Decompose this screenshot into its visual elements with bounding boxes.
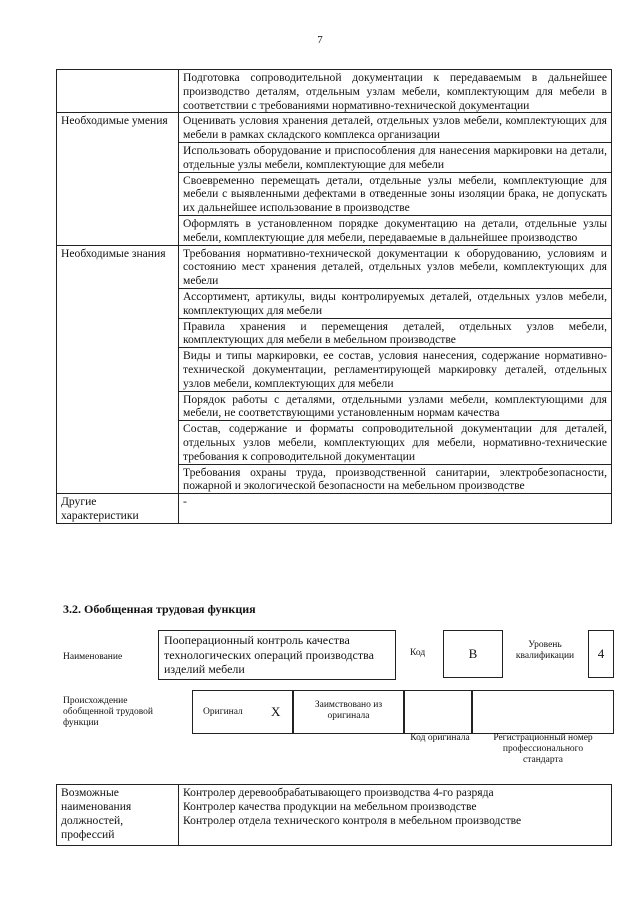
skills-table [56,69,612,524]
umeniya-item: Своевременно перемещать детали, отдельные узлы мебели, комплектующие для мебели с выявленными дефектами в отведенные зоны изоляции брака, не допускать их дальнейшее использование в производстве [179,172,612,215]
reg-number-box [471,690,614,734]
znaniya-item: Ассортимент, артикулы, виды контролируемых деталей, отдельных узлов мебели, комплектующих для мебели [179,288,612,318]
skills-first-row: Подготовка сопроводительной документации к передаваемым в дальнейшее производство деталям, отдельным узлам мебели, комплектующим для мебели в соответствии с требованиями нормативно-технической документации [179,70,612,113]
professions-list [179,785,612,846]
original-cell [192,690,294,734]
professions-label: Возможные наименования должностей, профессий [57,785,179,846]
code-original-label: Код оригинала [410,733,470,743]
profession-item: Контролер качества продукции на мебельном производстве [183,800,477,813]
znaniya-item: Требования нормативно-технической документации к оборудованию, условиям и состоянию мест хранения деталей, отдельных узлов мебели, комплектующих для мебели [179,245,612,288]
level-box [588,630,614,678]
profession-item: Контролер деревообрабатывающего производства 4-го разряда [183,786,494,799]
other-value: - [179,494,612,524]
znaniya-item: Порядок работы с деталями, отдельными узлами мебели, комплектующими для мебели, не соответствующими установленным нормам качества [179,391,612,421]
umeniya-label: Необходимые умения [57,113,179,245]
professions-table [56,784,612,846]
reg-number-label: Регистрационный номер профессионального стандарта [493,733,593,765]
znaniya-item: Состав, содержание и форматы сопроводительной документации для деталей, отдельных узлов мебели, комплектующих для мебели, нормативно-технические требования к сопроводительной документации [179,421,612,464]
level-label: Уровень квалификации [515,640,575,661]
code-value: B [468,646,478,661]
code-box [443,630,503,678]
name-value: Пооперационный контроль качества технологических операций производства изделий мебели [164,633,374,676]
name-box [158,630,396,680]
znaniya-item: Требования охраны труда, производственной санитарии, электробезопасности, пожарной и экологической безопасности на мебельном производстве [179,464,612,494]
code-original-box [403,690,473,734]
original-label: Оригинал [203,707,243,717]
origin-label: Происхождение обобщенной трудовой функции [63,696,153,728]
empty-label-cell [57,70,179,113]
umeniya-item: Оценивать условия хранения деталей, отдельных узлов мебели, комплектующих для мебели в рамках складского комплекса организации [179,113,612,143]
level-value: 4 [597,646,605,661]
umeniya-item: Использовать оборудование и приспособления для нанесения маркировки на детали, отдельные узлы мебели, комплектующие для мебели [179,142,612,172]
other-label: Другие характеристики [57,494,179,524]
page-number: 7 [317,34,323,46]
code-label: Код [410,648,426,658]
section-title: 3.2. Обобщенная трудовая функция [63,602,256,616]
znaniya-item: Правила хранения и перемещения деталей, отдельных узлов мебели, комплектующих для мебели в мебельном производстве [179,318,612,348]
znaniya-label: Необходимые знания [57,245,179,494]
borrowed-label: Заимствовано из оригинала [314,700,383,721]
borrowed-cell [292,690,405,734]
original-mark: X [271,704,281,719]
znaniya-item: Виды и типы маркировки, ее состав, условия нанесения, содержание нормативно-технической документации, регламентирующей маркировку деталей, отдельных узлов мебели, комплектующих для мебели [179,348,612,391]
umeniya-item: Оформлять в установленном порядке документацию на детали, отдельные узлы мебели, комплектующие для мебели, передаваемые в дальнейшее производство [179,215,612,245]
name-label: Наименование [63,652,123,662]
profession-item: Контролер отдела технического контроля в мебельном производстве [183,814,522,827]
